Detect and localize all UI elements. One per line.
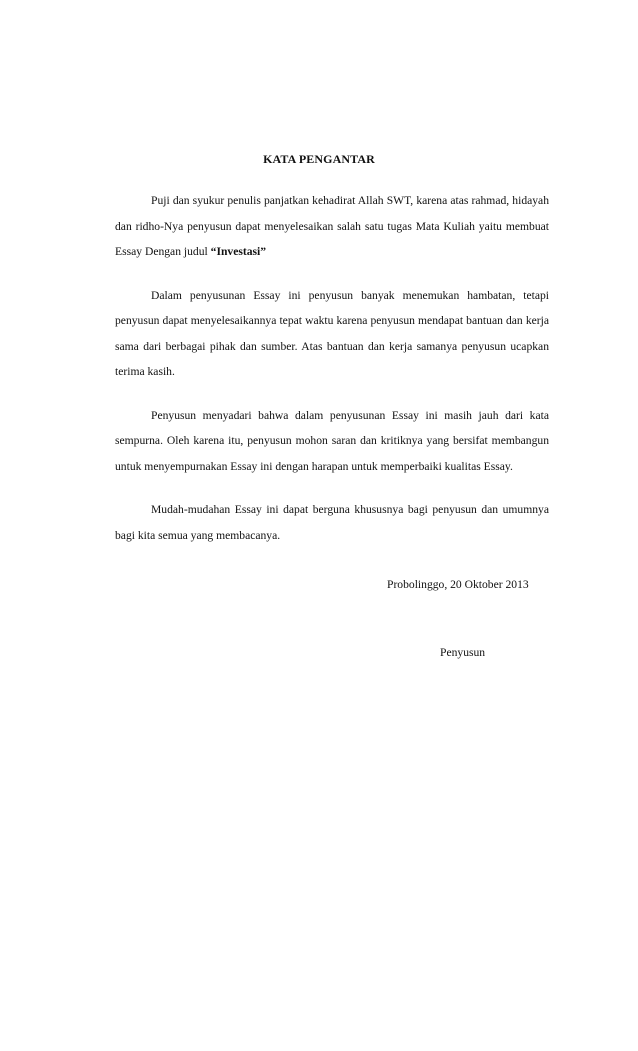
- paragraph-2: Dalam penyusunan Essay ini penyusun banyak menemukan hambatan, tetapi penyusun dapat menyelesaikannya tepat waktu karena penyusun mendapat bantuan dan kerja sama dari berbagai pihak dan sumber. Atas bantuan dan kerja samanya penyusun ucapkan terima kasih.: [115, 288, 549, 378]
- paragraph-1-text: Puji dan syukur penulis panjatkan kehadirat Allah SWT, karena atas rahmad, hidayah dan ridho-Nya penyusun dapat menyelesaikan salah satu tugas Mata Kuliah yaitu membuat Essay Dengan judul: [115, 194, 549, 258]
- signer-label: Penyusun: [440, 646, 486, 659]
- place-date: Probolinggo, 20 Oktober 2013: [387, 578, 529, 591]
- essay-title-bold: “Investasi”: [210, 245, 267, 258]
- paragraph-1: [115, 188, 549, 265]
- document-body: [115, 188, 549, 566]
- page-title: KATA PENGANTAR: [263, 152, 375, 166]
- paragraph-4: Mudah-mudahan Essay ini dapat berguna khususnya bagi penyusun dan umumnya bagi kita semua yang membacanya.: [115, 503, 549, 542]
- paragraph-3: Penyusun menyadari bahwa dalam penyusunan Essay ini masih jauh dari kata sempurna. Oleh karena itu, penyusun mohon saran dan kritiknya yang bersifat membangun untuk menyempurnakan Essay ini dengan harapan untuk memperbaiki kualitas Essay.: [115, 408, 549, 473]
